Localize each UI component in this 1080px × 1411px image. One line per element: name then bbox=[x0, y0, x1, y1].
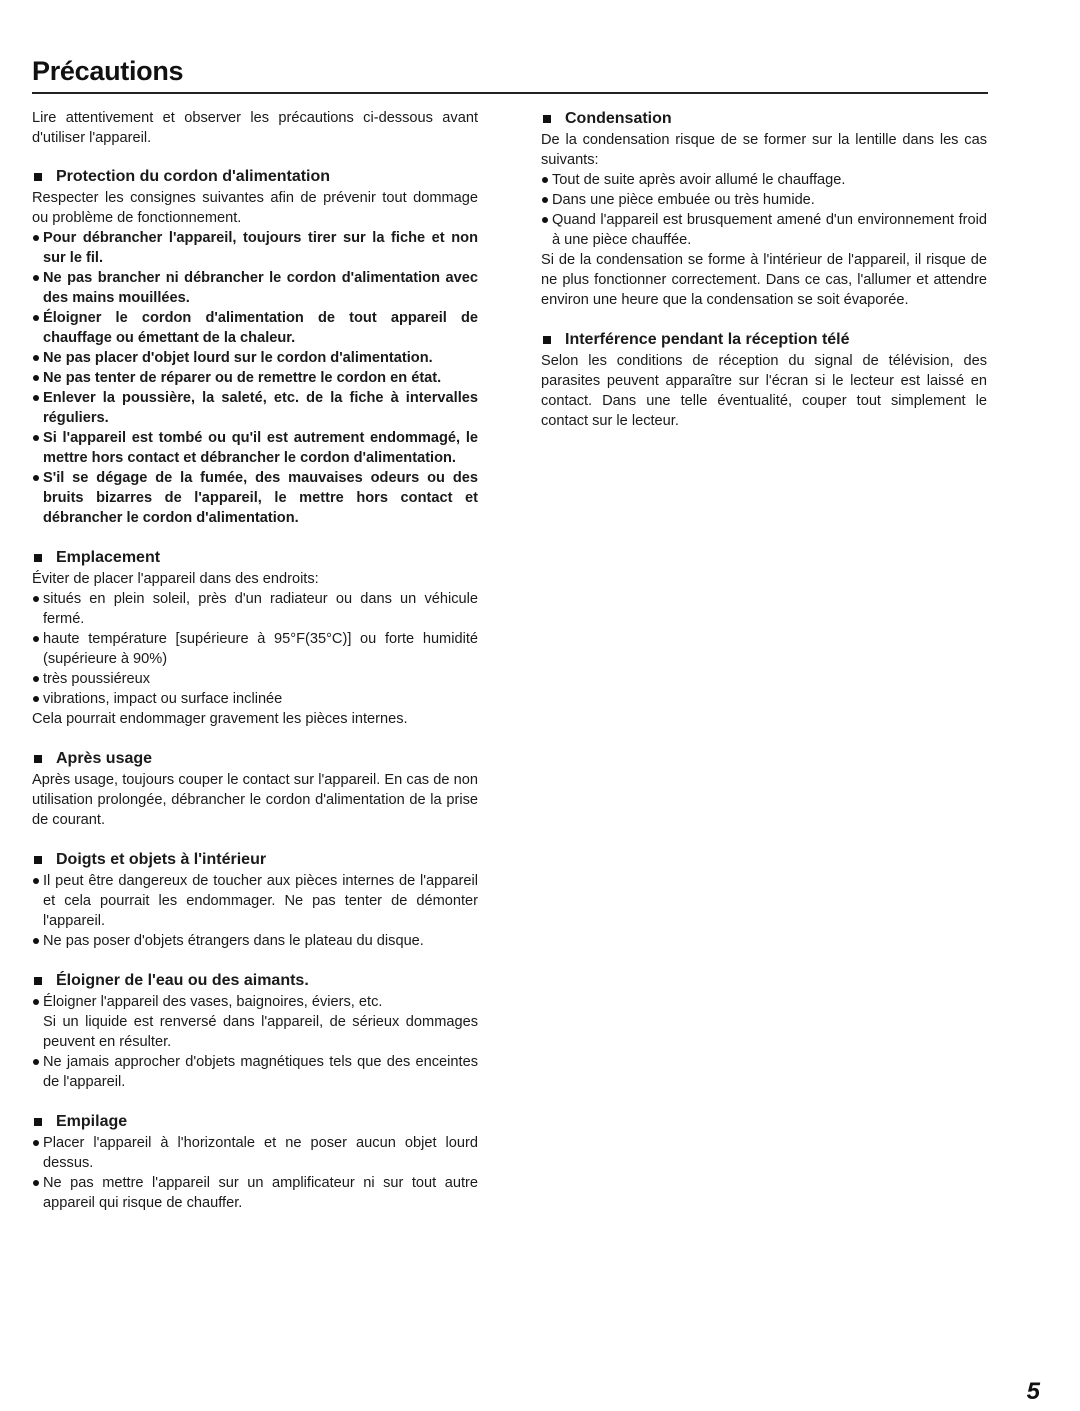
section-heading: Emplacement bbox=[32, 547, 478, 568]
section-footer: Si de la condensation se forme à l'intérieur de l'appareil, il risque de ne plus fonctionner correctement. Dans ce cas, l'allumer et attendre environ une heure que la condensation se soit évaporée. bbox=[541, 252, 987, 308]
bullet-list bbox=[32, 1052, 478, 1092]
list-item: Ne pas tenter de réparer ou de remettre le cordon en état. bbox=[32, 368, 478, 388]
square-bullet-icon bbox=[34, 856, 42, 864]
list-item-continuation: Si un liquide est renversé dans l'appareil, de sérieux dommages peuvent en résulter. bbox=[43, 1014, 478, 1050]
page-number: 5 bbox=[1026, 1378, 1040, 1405]
section-footer: Cela pourrait endommager gravement les pièces internes. bbox=[32, 711, 408, 727]
bullet-list bbox=[541, 170, 987, 250]
square-bullet-icon bbox=[34, 554, 42, 562]
section-doigts bbox=[32, 849, 478, 951]
section-heading: Protection du cordon d'alimentation bbox=[32, 166, 478, 187]
list-item: Ne pas mettre l'appareil sur un amplificateur ni sur tout autre appareil qui risque de chauffer. bbox=[32, 1173, 478, 1213]
bullet-list bbox=[32, 228, 478, 528]
right-column bbox=[541, 108, 987, 450]
intro-text: Lire attentivement et observer les précautions ci-dessous avant d'utiliser l'appareil. bbox=[32, 110, 478, 146]
section-text: Après usage, toujours couper le contact sur l'appareil. En cas de non utilisation prolongée, débrancher le cordon d'alimentation de la prise de courant. bbox=[32, 772, 478, 828]
square-bullet-icon bbox=[34, 755, 42, 763]
list-item: Tout de suite après avoir allumé le chauffage. bbox=[541, 170, 987, 190]
list-item: Ne pas placer d'objet lourd sur le cordon d'alimentation. bbox=[32, 348, 478, 368]
list-item: Pour débrancher l'appareil, toujours tirer sur la fiche et non sur le fil. bbox=[32, 228, 478, 268]
bullet-list bbox=[32, 1133, 478, 1213]
square-bullet-icon bbox=[543, 115, 551, 123]
section-interference bbox=[541, 329, 987, 431]
list-item: Placer l'appareil à l'horizontale et ne poser aucun objet lourd dessus. bbox=[32, 1133, 478, 1173]
list-item: situés en plein soleil, près d'un radiateur ou dans un véhicule fermé. bbox=[32, 589, 478, 629]
list-item: très poussiéreux bbox=[32, 669, 478, 689]
list-item: Quand l'appareil est brusquement amené d'un environnement froid à une pièce chauffée. bbox=[541, 210, 987, 250]
list-item: vibrations, impact ou surface inclinée bbox=[32, 689, 478, 709]
bullet-list bbox=[32, 992, 478, 1012]
section-eau-aimants bbox=[32, 970, 478, 1092]
list-item: Ne pas brancher ni débrancher le cordon d'alimentation avec des mains mouillées. bbox=[32, 268, 478, 308]
list-item: Ne jamais approcher d'objets magnétiques tels que des enceintes de l'appareil. bbox=[32, 1052, 478, 1092]
square-bullet-icon bbox=[543, 336, 551, 344]
page-title: Précautions bbox=[32, 56, 184, 86]
list-item: Éloigner le cordon d'alimentation de tout appareil de chauffage ou émettant de la chaleur. bbox=[32, 308, 478, 348]
bullet-list bbox=[32, 589, 478, 709]
list-item: haute température [supérieure à 95°F(35°C)] ou forte humidité (supérieure à 90%) bbox=[32, 629, 478, 669]
section-apres-usage bbox=[32, 748, 478, 830]
list-item: S'il se dégage de la fumée, des mauvaises odeurs ou des bruits bizarres de l'appareil, le mettre hors contact et débrancher le cordon d'alimentation. bbox=[32, 468, 478, 528]
section-text: Selon les conditions de réception du signal de télévision, des parasites peuvent apparaître sur l'écran si le lecteur est laissé en contact. Dans une telle éventualité, couper tout simplement le contact sur le lecteur. bbox=[541, 353, 987, 429]
square-bullet-icon bbox=[34, 977, 42, 985]
list-item: Enlever la poussière, la saleté, etc. de la fiche à intervalles réguliers. bbox=[32, 388, 478, 428]
section-text: Respecter les consignes suivantes afin de prévenir tout dommage ou problème de fonctionnement. bbox=[32, 190, 478, 226]
section-condensation bbox=[541, 108, 987, 310]
left-column bbox=[32, 108, 478, 1232]
section-heading: Interférence pendant la réception télé bbox=[541, 329, 987, 350]
square-bullet-icon bbox=[34, 1118, 42, 1126]
section-text: Éviter de placer l'appareil dans des endroits: bbox=[32, 571, 319, 587]
bullet-list bbox=[32, 871, 478, 951]
list-item: Ne pas poser d'objets étrangers dans le plateau du disque. bbox=[32, 931, 478, 951]
list-item: Il peut être dangereux de toucher aux pièces internes de l'appareil et cela pourrait les endommager. Ne pas tenter de démonter l'appareil. bbox=[32, 871, 478, 931]
section-heading: Éloigner de l'eau ou des aimants. bbox=[32, 970, 478, 991]
section-heading: Condensation bbox=[541, 108, 987, 129]
section-emplacement bbox=[32, 547, 478, 729]
section-heading: Après usage bbox=[32, 748, 478, 769]
title-rule bbox=[32, 92, 988, 94]
section-heading: Doigts et objets à l'intérieur bbox=[32, 849, 478, 870]
section-text: De la condensation risque de se former sur la lentille dans les cas suivants: bbox=[541, 132, 987, 168]
section-empilage bbox=[32, 1111, 478, 1213]
square-bullet-icon bbox=[34, 173, 42, 181]
list-item: Si l'appareil est tombé ou qu'il est autrement endommagé, le mettre hors contact et débrancher le cordon d'alimentation. bbox=[32, 428, 478, 468]
section-heading: Empilage bbox=[32, 1111, 478, 1132]
section-protection bbox=[32, 166, 478, 528]
list-item: Éloigner l'appareil des vases, baignoires, éviers, etc. bbox=[32, 992, 478, 1012]
list-item: Dans une pièce embuée ou très humide. bbox=[541, 190, 987, 210]
